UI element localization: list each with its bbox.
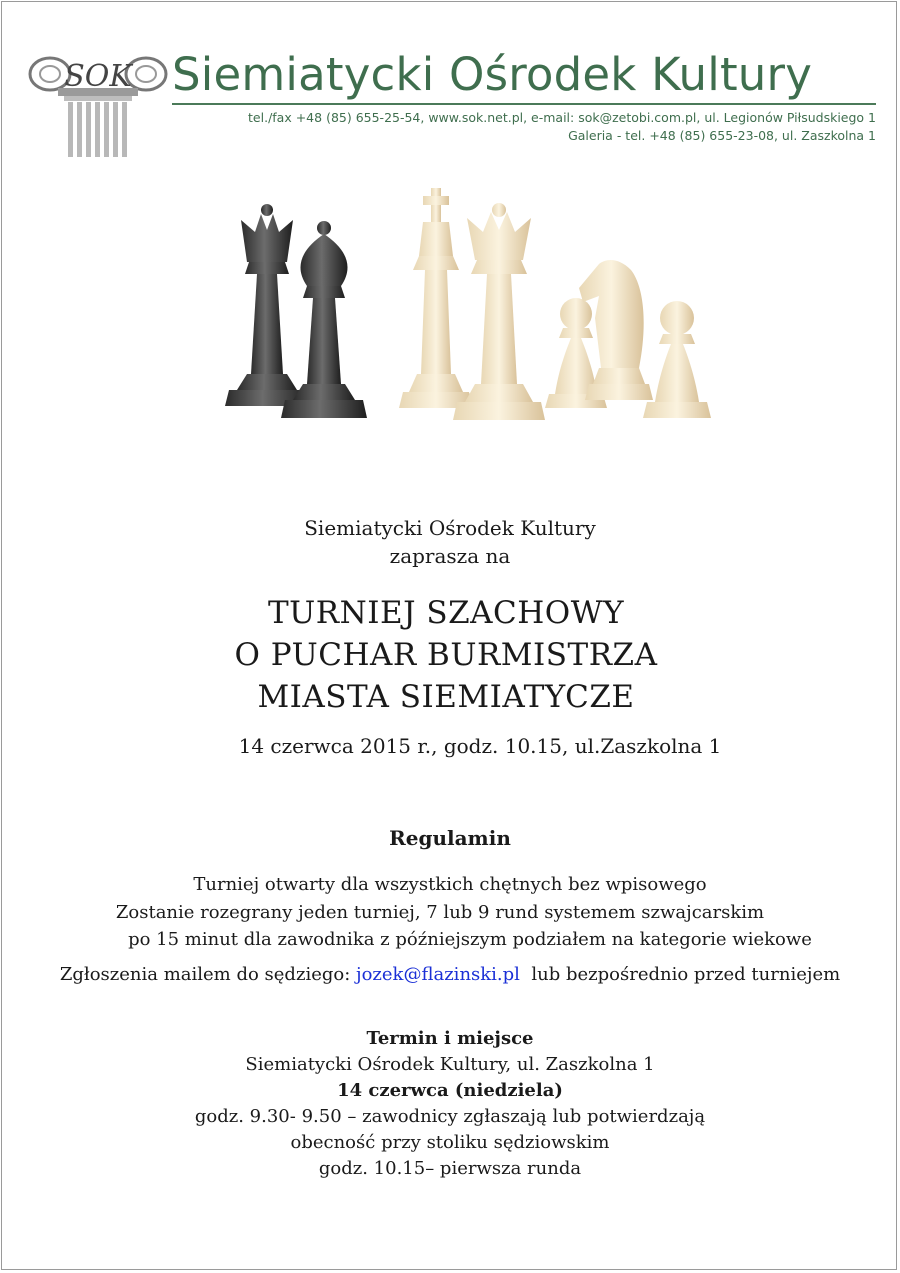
logo-text: SOK bbox=[64, 59, 132, 94]
contact-line-2: Galeria - tel. +48 (85) 655-23-08, ul. Zaszkolna 1 bbox=[568, 128, 876, 143]
title-line-2: O PUCHAR BURMISTRZA bbox=[234, 637, 658, 673]
rules-line-1: Turniej otwarty dla wszystkich chętnych bez wpisowego bbox=[193, 874, 707, 895]
sok-logo bbox=[28, 52, 168, 162]
white-queen-icon bbox=[453, 203, 545, 420]
judge-email-link[interactable]: jozek@flazinski.pl bbox=[356, 964, 520, 985]
title-line-3: MIASTA SIEMIATYCZE bbox=[257, 679, 635, 715]
signup-text: Zgłoszenia mailem do sędziego: bbox=[59, 964, 356, 985]
event-date: 14 czerwca 2015 r., godz. 10.15, ul.Zaszkolna 1 bbox=[238, 734, 722, 758]
signup-suffix: lub bezpośrednio przed turniejem bbox=[519, 964, 841, 985]
org-name: Siemiatycki Ośrodek Kultury bbox=[172, 48, 813, 101]
white-pawn-icon bbox=[643, 301, 711, 418]
black-queen-icon bbox=[225, 204, 309, 406]
rules-heading: Regulamin bbox=[389, 826, 511, 850]
header-divider bbox=[172, 103, 876, 105]
rules-line-2: Zostanie rozegrany jeden turniej, 7 lub 9 rund systemem szwajcarskim bbox=[115, 902, 765, 923]
invitation-line-2: zaprasza na bbox=[389, 544, 511, 568]
schedule-line-3: godz. 10.15– pierwsza runda bbox=[318, 1158, 582, 1179]
schedule-heading: Termin i miejsce bbox=[366, 1028, 534, 1049]
title-line-1: TURNIEJ SZACHOWY bbox=[267, 595, 625, 631]
contact-line-1: tel./fax +48 (85) 655-25-54, www.sok.net.pl, e-mail: sok@zetobi.com.pl, ul. Legionów Piłsudskiego 1 bbox=[248, 110, 876, 125]
chess-pieces-image bbox=[215, 178, 735, 438]
rules-signup-line bbox=[0, 962, 900, 988]
white-king-icon bbox=[399, 188, 473, 408]
invitation-line-1: Siemiatycki Ośrodek Kultury bbox=[304, 516, 596, 540]
rules-line-3: po 15 minut dla zawodnika z późniejszym podziałem na kategorie wiekowe bbox=[128, 929, 812, 950]
schedule-day: 14 czerwca (niedziela) bbox=[337, 1080, 563, 1101]
schedule-line-2: obecność przy stoliku sędziowskim bbox=[290, 1132, 610, 1153]
schedule-place: Siemiatycki Ośrodek Kultury, ul. Zaszkolna 1 bbox=[245, 1054, 655, 1075]
schedule-line-1: godz. 9.30- 9.50 – zawodnicy zgłaszają lub potwierdzają bbox=[194, 1106, 706, 1127]
